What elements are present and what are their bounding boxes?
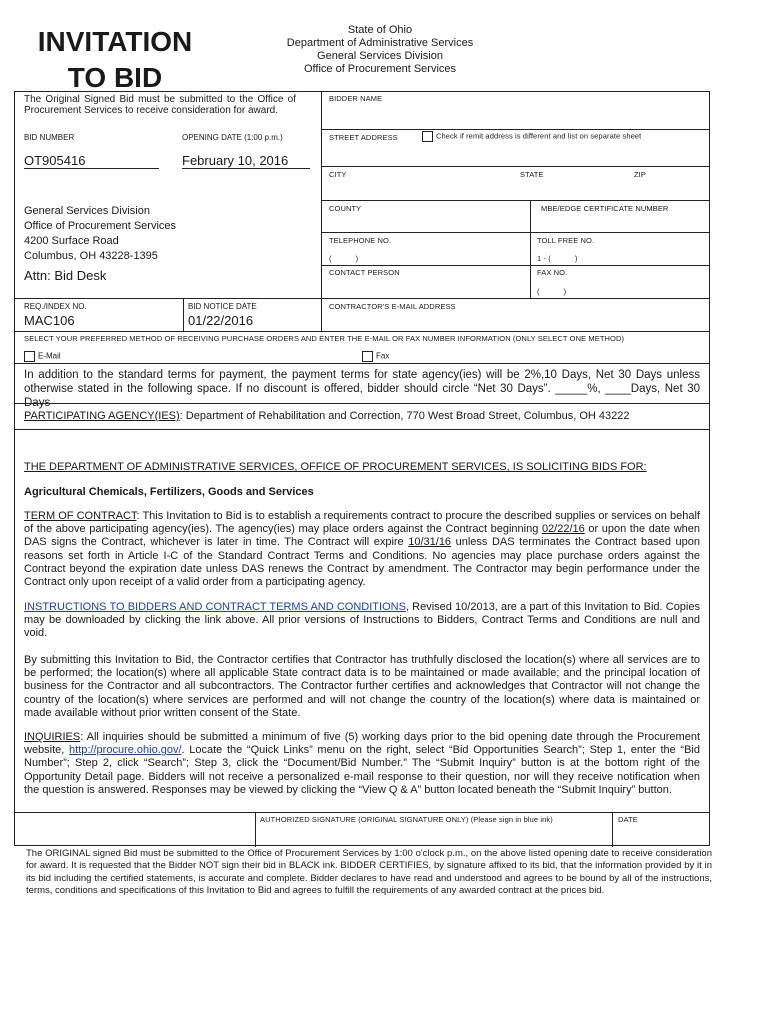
instructions-text: , Revised 10/2013, are a part of this Invitation to Bid. Copies may be downloaded by clicking the link above. All prior versions of Instructions to Bidders, Contract Terms and Conditions are null and void.: [24, 601, 700, 640]
fax-paren: ( ): [537, 287, 567, 296]
req-value: MAC106: [24, 313, 75, 328]
address-line: General Services Division: [24, 205, 150, 217]
tollfree-label: TOLL FREE NO.: [537, 236, 595, 245]
rule: [14, 812, 710, 813]
rule: [255, 812, 256, 847]
agency-state: State of Ohio: [347, 24, 413, 36]
payment-terms: In addition to the standard terms for payment, the payment terms for state agency(ies) will be 2%,10 Days, Net 30 Days unless otherwise stated in the following space. If no discount is offered, bidder should circle “Net 30 Days”. _____%, ____Days, Net 30 Days: [24, 369, 700, 409]
instructions-paragraph: [24, 601, 700, 641]
address-line: Office of Procurement Services: [24, 220, 177, 232]
rule: [321, 298, 710, 299]
req-divider: [183, 298, 184, 331]
opening-date-label: OPENING DATE (1:00 p.m.): [182, 133, 283, 142]
term-text-c: unless DAS terminates the Contract based upon reasons set forth in Article I-C of the Standard Contract Terms and Conditions. No agencies may place purchase orders against the Contract beyond the expiration date unless DAS renews the Contract by amendment. The Contractor may begin performance under the Contract only upon receipt of a valid order from a participating agency.: [24, 536, 701, 589]
state-label: STATE: [520, 170, 544, 179]
notice-label: BID NOTICE DATE: [188, 302, 257, 311]
bid-number-value: OT905416: [24, 153, 159, 169]
tollfree-paren: 1 - ( ): [537, 254, 578, 263]
mbe-label: MBE/EDGE CERTIFICATE NUMBER: [541, 204, 669, 213]
inquiries-text-b: . Locate the “Quick Links” menu on the right, select “Bid Opportunities Search”; Step 1, enter the “Bid Number”; Step 2, click “Search”; Step 3, click the “Document/Bid Number.” The “Submit Inquiry” button is at the bottom right of the Opportunity Detail page. Bidders will not receive a personalized e-mail response to their question, nor will they receive notification when the question is answered. Responses may be viewed by clicking the “View Q & A” button located beneath the “Submit Inquiry” button.: [24, 744, 700, 796]
fax-option[interactable]: [362, 351, 389, 362]
term-label: TERM OF CONTRACT: [24, 510, 137, 522]
instructions-link[interactable]: INSTRUCTIONS TO BIDDERS AND CONTRACT TERMS AND CONDITIONS: [24, 601, 406, 613]
notice-value: 01/22/2016: [188, 313, 254, 328]
address-line: Columbus, OH 43228-1395: [24, 250, 158, 262]
address-line: 4200 Surface Road: [24, 235, 119, 247]
signature-field[interactable]: [22, 817, 252, 843]
agency-department: Department of Administrative Services: [286, 37, 474, 49]
participating-value: : Department of Rehabilitation and Correction, 770 West Broad Street, Columbus, OH 43222: [179, 410, 630, 422]
column-divider: [321, 91, 322, 331]
bid-item: Agricultural Chemicals, Fertilizers, Goods and Services: [24, 486, 314, 498]
req-label: REQ./INDEX NO.: [24, 302, 87, 311]
bid-number-label: BID NUMBER: [24, 133, 75, 142]
inquiries-paragraph: [24, 731, 700, 797]
email-option[interactable]: [24, 351, 61, 362]
signature-label: AUTHORIZED SIGNATURE (ORIGINAL SIGNATURE ONLY) (Please sign in blue ink): [260, 815, 553, 824]
term-text-b: or upon the date when DAS signs the Contract, whichever is later in time. The Contract will expire: [24, 523, 700, 549]
attn-line: Attn: Bid Desk: [24, 268, 107, 283]
title-line-2: TO BID: [67, 62, 163, 93]
rule: [14, 331, 710, 332]
inquiries-text-a: : All inquiries should be submitted a minimum of five (5) working days prior to the bid opening date through the Procurement website,: [24, 731, 700, 757]
zip-label: ZIP: [634, 170, 646, 179]
term-text-a: : This Invitation to Bid is to establish a requirements contract to procure the described supplies or services on behalf of the above participating agency(ies). The agency(ies) may place orders against the Contract beginning: [24, 510, 700, 536]
agency-division: General Services Division: [317, 50, 443, 62]
street-label: STREET ADDRESS: [329, 133, 398, 142]
agency-header: [255, 24, 505, 76]
rule: [14, 298, 321, 299]
term-begin-date: 02/22/16: [541, 523, 585, 536]
remit-check-label: Check if remit address is different and list on separate sheet: [436, 131, 642, 141]
rule: [321, 200, 710, 201]
document-title: [20, 24, 210, 96]
certify-paragraph: By submitting this Invitation to Bid, the Contractor certifies that Contractor has truthfully disclosed the location(s) where all services are to be performed; the location(s) where all applicable State contract data is to be maintained or made available; and the principal location of business for the Contractor and all subcontractors. The Contractor further certifies and acknowledges that Contractor will not change the country of the location(s) where services are performed and will not change the country of the location(s) where data is maintained or made available without prior written consent of the State.: [24, 654, 700, 719]
remit-checkbox[interactable]: [422, 131, 641, 142]
rule: [14, 429, 710, 430]
rule: [321, 166, 710, 167]
county-label: COUNTY: [329, 204, 362, 213]
term-expire-date: 10/31/16: [408, 536, 452, 549]
rule: [321, 129, 710, 130]
mailing-address: [24, 204, 176, 264]
date-label: DATE: [618, 815, 638, 824]
telephone-label: TELEPHONE NO.: [329, 236, 392, 245]
bidder-name-label: BIDDER NAME: [329, 94, 383, 103]
term-of-contract: [24, 510, 700, 589]
participating-agency: [24, 409, 704, 423]
city-label: CITY: [329, 170, 347, 179]
fax-option-label: Fax: [376, 351, 390, 361]
inquiries-label: INQUIRIES: [24, 731, 81, 743]
opening-date-value: February 10, 2016: [182, 153, 310, 169]
email-option-label: E-Mail: [38, 351, 61, 361]
rule: [612, 812, 613, 847]
fax-checkbox-icon[interactable]: [362, 351, 373, 362]
submit-note: The Original Signed Bid must be submitted to the Office of Procurement Services to receive consideration for award.: [24, 94, 296, 116]
email-label: CONTRACTOR'S E-MAIL ADDRESS: [329, 302, 456, 311]
email-checkbox-icon[interactable]: [24, 351, 35, 362]
rule: [321, 265, 710, 266]
checkbox-icon[interactable]: [422, 131, 433, 142]
rule: [14, 363, 710, 364]
telephone-paren: ( ): [329, 254, 359, 263]
agency-office: Office of Procurement Services: [303, 63, 457, 75]
method-instruction: SELECT YOUR PREFERRED METHOD OF RECEIVING PURCHASE ORDERS AND ENTER THE E-MAIL OR FAX NUMBER INFORMATION (ONLY SELECT ONE METHOD): [24, 334, 625, 343]
fax-label: FAX NO.: [537, 268, 568, 277]
footer-note: The ORIGINAL signed Bid must be submitted to the Office of Procurement Services by 1:00 o'clock p.m., on the above listed opening date to receive consideration for award. It is requested that the Bidder NOT sign their bid in BLACK ink. BIDDER CERTIFIES, by signature affixed to its bid, that the information provided by it in its bid including the certified statements, is accurate and complete. Bidder declares to have read and understood and agrees to be bound by all of the instructions, terms, conditions and specifications of this Invitation to Bid and agrees to fulfill the requirements of any awarded contract at the prices bid.: [26, 848, 712, 896]
contact-label: CONTACT PERSON: [329, 268, 400, 277]
soliciting-heading: THE DEPARTMENT OF ADMINISTRATIVE SERVICES, OFFICE OF PROCUREMENT SERVICES, IS SOLICITING BIDS FOR:: [24, 461, 647, 473]
participating-label: PARTICIPATING AGENCY(IES): [24, 410, 180, 422]
procure-url-link[interactable]: http://procure.ohio.gov/: [69, 744, 182, 757]
rule: [530, 200, 531, 298]
title-line-1: INVITATION: [37, 26, 193, 57]
rule: [321, 232, 710, 233]
